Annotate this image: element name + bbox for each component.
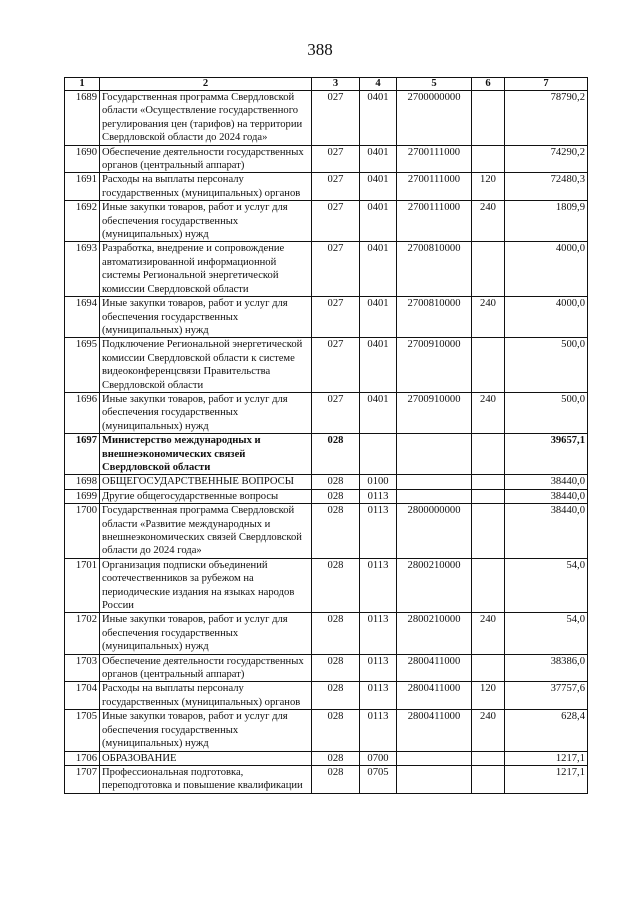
section-code-cell: 0113 xyxy=(360,504,397,559)
table-row xyxy=(65,392,588,433)
row-number-cell: 1689 xyxy=(65,91,100,146)
department-code-cell: 027 xyxy=(312,201,360,242)
table-row xyxy=(65,242,588,297)
item-name-cell: Иные закупки товаров, работ и услуг для обеспечения государственных (муниципальных) нужд xyxy=(100,613,312,654)
amount-cell: 628,4 xyxy=(505,710,588,751)
item-name-cell: Иные закупки товаров, работ и услуг для обеспечения государственных (муниципальных) нужд xyxy=(100,710,312,751)
item-name-cell: Обеспечение деятельности государственных органов (центральный аппарат) xyxy=(100,145,312,173)
header-cell: 5 xyxy=(397,78,472,91)
row-number-cell: 1701 xyxy=(65,558,100,613)
row-number-cell: 1693 xyxy=(65,242,100,297)
department-code-cell: 028 xyxy=(312,682,360,710)
item-name-cell: Другие общегосударственные вопросы xyxy=(100,489,312,503)
section-code-cell: 0113 xyxy=(360,613,397,654)
section-code-cell: 0401 xyxy=(360,392,397,433)
section-code-cell: 0705 xyxy=(360,765,397,793)
table-row xyxy=(65,173,588,201)
amount-cell: 74290,2 xyxy=(505,145,588,173)
expense-type-cell xyxy=(472,338,505,393)
target-article-cell xyxy=(397,475,472,489)
department-code-cell: 028 xyxy=(312,710,360,751)
row-number-cell: 1705 xyxy=(65,710,100,751)
expense-type-cell xyxy=(472,242,505,297)
amount-cell: 39657,1 xyxy=(505,434,588,475)
header-cell: 1 xyxy=(65,78,100,91)
table-row xyxy=(65,613,588,654)
header-row xyxy=(65,78,588,91)
row-number-cell: 1690 xyxy=(65,145,100,173)
item-name-cell: Государственная программа Свердловской области «Осуществление государственного регулирования цен (тарифов) на территории Свердловской области до 2024 года» xyxy=(100,91,312,146)
row-number-cell: 1700 xyxy=(65,504,100,559)
row-number-cell: 1703 xyxy=(65,654,100,682)
item-name-cell: Государственная программа Свердловской области «Развитие международных и внешнеэкономических связей Свердловской области до 2024 года» xyxy=(100,504,312,559)
section-code-cell: 0113 xyxy=(360,710,397,751)
expense-type-cell xyxy=(472,145,505,173)
amount-cell: 1809,9 xyxy=(505,201,588,242)
table-row xyxy=(65,434,588,475)
target-article-cell: 2800210000 xyxy=(397,613,472,654)
department-code-cell: 027 xyxy=(312,297,360,338)
row-number-cell: 1695 xyxy=(65,338,100,393)
target-article-cell xyxy=(397,751,472,765)
amount-cell: 72480,3 xyxy=(505,173,588,201)
row-number-cell: 1692 xyxy=(65,201,100,242)
table-row xyxy=(65,475,588,489)
section-code-cell: 0113 xyxy=(360,654,397,682)
row-number-cell: 1704 xyxy=(65,682,100,710)
item-name-cell: Организация подписки объединений соотечественников за рубежом на периодические издания на языках народов России xyxy=(100,558,312,613)
expense-type-cell xyxy=(472,751,505,765)
department-code-cell: 028 xyxy=(312,765,360,793)
table-row xyxy=(65,338,588,393)
target-article-cell: 2700810000 xyxy=(397,297,472,338)
department-code-cell: 027 xyxy=(312,242,360,297)
amount-cell: 78790,2 xyxy=(505,91,588,146)
expense-type-cell xyxy=(472,434,505,475)
page-number: 388 xyxy=(307,40,333,59)
item-name-cell: Разработка, внедрение и сопровождение автоматизированной информационной системы Региональной энергетической комиссии Свердловской области xyxy=(100,242,312,297)
department-code-cell: 027 xyxy=(312,91,360,146)
section-code-cell: 0401 xyxy=(360,145,397,173)
budget-table xyxy=(64,77,588,794)
department-code-cell: 028 xyxy=(312,434,360,475)
table-row xyxy=(65,145,588,173)
expense-type-cell: 240 xyxy=(472,392,505,433)
section-code-cell: 0113 xyxy=(360,489,397,503)
expense-type-cell xyxy=(472,558,505,613)
section-code-cell: 0401 xyxy=(360,242,397,297)
item-name-cell: Обеспечение деятельности государственных органов (центральный аппарат) xyxy=(100,654,312,682)
expense-type-cell: 240 xyxy=(472,297,505,338)
section-code-cell: 0700 xyxy=(360,751,397,765)
target-article-cell xyxy=(397,434,472,475)
table-row xyxy=(65,751,588,765)
row-number-cell: 1706 xyxy=(65,751,100,765)
amount-cell: 38386,0 xyxy=(505,654,588,682)
section-code-cell: 0401 xyxy=(360,338,397,393)
amount-cell: 37757,6 xyxy=(505,682,588,710)
target-article-cell: 2700910000 xyxy=(397,338,472,393)
table-row xyxy=(65,654,588,682)
item-name-cell: Расходы на выплаты персоналу государственных (муниципальных) органов xyxy=(100,682,312,710)
target-article-cell: 2800411000 xyxy=(397,654,472,682)
table-row xyxy=(65,765,588,793)
table-row xyxy=(65,91,588,146)
row-number-cell: 1694 xyxy=(65,297,100,338)
amount-cell: 38440,0 xyxy=(505,475,588,489)
row-number-cell: 1699 xyxy=(65,489,100,503)
target-article-cell: 2800411000 xyxy=(397,682,472,710)
department-code-cell: 028 xyxy=(312,613,360,654)
row-number-cell: 1698 xyxy=(65,475,100,489)
department-code-cell: 028 xyxy=(312,475,360,489)
table-row xyxy=(65,489,588,503)
expense-type-cell: 120 xyxy=(472,682,505,710)
target-article-cell: 2700111000 xyxy=(397,173,472,201)
table-row xyxy=(65,297,588,338)
expense-type-cell: 240 xyxy=(472,613,505,654)
target-article-cell: 2700910000 xyxy=(397,392,472,433)
amount-cell: 4000,0 xyxy=(505,297,588,338)
target-article-cell: 2800411000 xyxy=(397,710,472,751)
amount-cell: 500,0 xyxy=(505,392,588,433)
section-code-cell: 0113 xyxy=(360,682,397,710)
item-name-cell: Иные закупки товаров, работ и услуг для обеспечения государственных (муниципальных) нужд xyxy=(100,392,312,433)
section-code-cell: 0100 xyxy=(360,475,397,489)
amount-cell: 1217,1 xyxy=(505,765,588,793)
target-article-cell xyxy=(397,489,472,503)
target-article-cell: 2700111000 xyxy=(397,201,472,242)
row-number-cell: 1697 xyxy=(65,434,100,475)
item-name-cell: Расходы на выплаты персоналу государственных (муниципальных) органов xyxy=(100,173,312,201)
table-row xyxy=(65,504,588,559)
amount-cell: 54,0 xyxy=(505,558,588,613)
row-number-cell: 1702 xyxy=(65,613,100,654)
department-code-cell: 028 xyxy=(312,654,360,682)
target-article-cell: 2700000000 xyxy=(397,91,472,146)
expense-type-cell xyxy=(472,654,505,682)
expense-type-cell: 240 xyxy=(472,201,505,242)
target-article-cell: 2700810000 xyxy=(397,242,472,297)
expense-type-cell xyxy=(472,91,505,146)
header-cell: 6 xyxy=(472,78,505,91)
item-name-cell: ОБРАЗОВАНИЕ xyxy=(100,751,312,765)
item-name-cell: Иные закупки товаров, работ и услуг для обеспечения государственных (муниципальных) нужд xyxy=(100,201,312,242)
expense-type-cell xyxy=(472,765,505,793)
item-name-cell: Подключение Региональной энергетической комиссии Свердловской области к системе видеоконференцсвязи Правительства Свердловской области xyxy=(100,338,312,393)
section-code-cell: 0401 xyxy=(360,297,397,338)
row-number-cell: 1691 xyxy=(65,173,100,201)
department-code-cell: 028 xyxy=(312,489,360,503)
item-name-cell: Профессиональная подготовка, переподготовка и повышение квалификации xyxy=(100,765,312,793)
table-row xyxy=(65,682,588,710)
row-number-cell: 1707 xyxy=(65,765,100,793)
target-article-cell: 2800000000 xyxy=(397,504,472,559)
department-code-cell: 028 xyxy=(312,751,360,765)
header-cell: 7 xyxy=(505,78,588,91)
row-number-cell: 1696 xyxy=(65,392,100,433)
table-row xyxy=(65,710,588,751)
table-row xyxy=(65,558,588,613)
section-code-cell xyxy=(360,434,397,475)
expense-type-cell: 240 xyxy=(472,710,505,751)
target-article-cell xyxy=(397,765,472,793)
department-code-cell: 028 xyxy=(312,504,360,559)
header-cell: 2 xyxy=(100,78,312,91)
section-code-cell: 0401 xyxy=(360,173,397,201)
department-code-cell: 027 xyxy=(312,338,360,393)
header-cell: 4 xyxy=(360,78,397,91)
amount-cell: 500,0 xyxy=(505,338,588,393)
table-row xyxy=(65,201,588,242)
expense-type-cell xyxy=(472,489,505,503)
target-article-cell: 2800210000 xyxy=(397,558,472,613)
amount-cell: 4000,0 xyxy=(505,242,588,297)
amount-cell: 38440,0 xyxy=(505,489,588,503)
amount-cell: 38440,0 xyxy=(505,504,588,559)
target-article-cell: 2700111000 xyxy=(397,145,472,173)
expense-type-cell xyxy=(472,504,505,559)
section-code-cell: 0401 xyxy=(360,91,397,146)
header-cell: 3 xyxy=(312,78,360,91)
item-name-cell: Иные закупки товаров, работ и услуг для обеспечения государственных (муниципальных) нужд xyxy=(100,297,312,338)
expense-type-cell xyxy=(472,475,505,489)
department-code-cell: 028 xyxy=(312,558,360,613)
section-code-cell: 0401 xyxy=(360,201,397,242)
item-name-cell: ОБЩЕГОСУДАРСТВЕННЫЕ ВОПРОСЫ xyxy=(100,475,312,489)
amount-cell: 54,0 xyxy=(505,613,588,654)
amount-cell: 1217,1 xyxy=(505,751,588,765)
department-code-cell: 027 xyxy=(312,173,360,201)
item-name-cell: Министерство международных и внешнеэкономических связей Свердловской области xyxy=(100,434,312,475)
section-code-cell: 0113 xyxy=(360,558,397,613)
department-code-cell: 027 xyxy=(312,145,360,173)
department-code-cell: 027 xyxy=(312,392,360,433)
expense-type-cell: 120 xyxy=(472,173,505,201)
